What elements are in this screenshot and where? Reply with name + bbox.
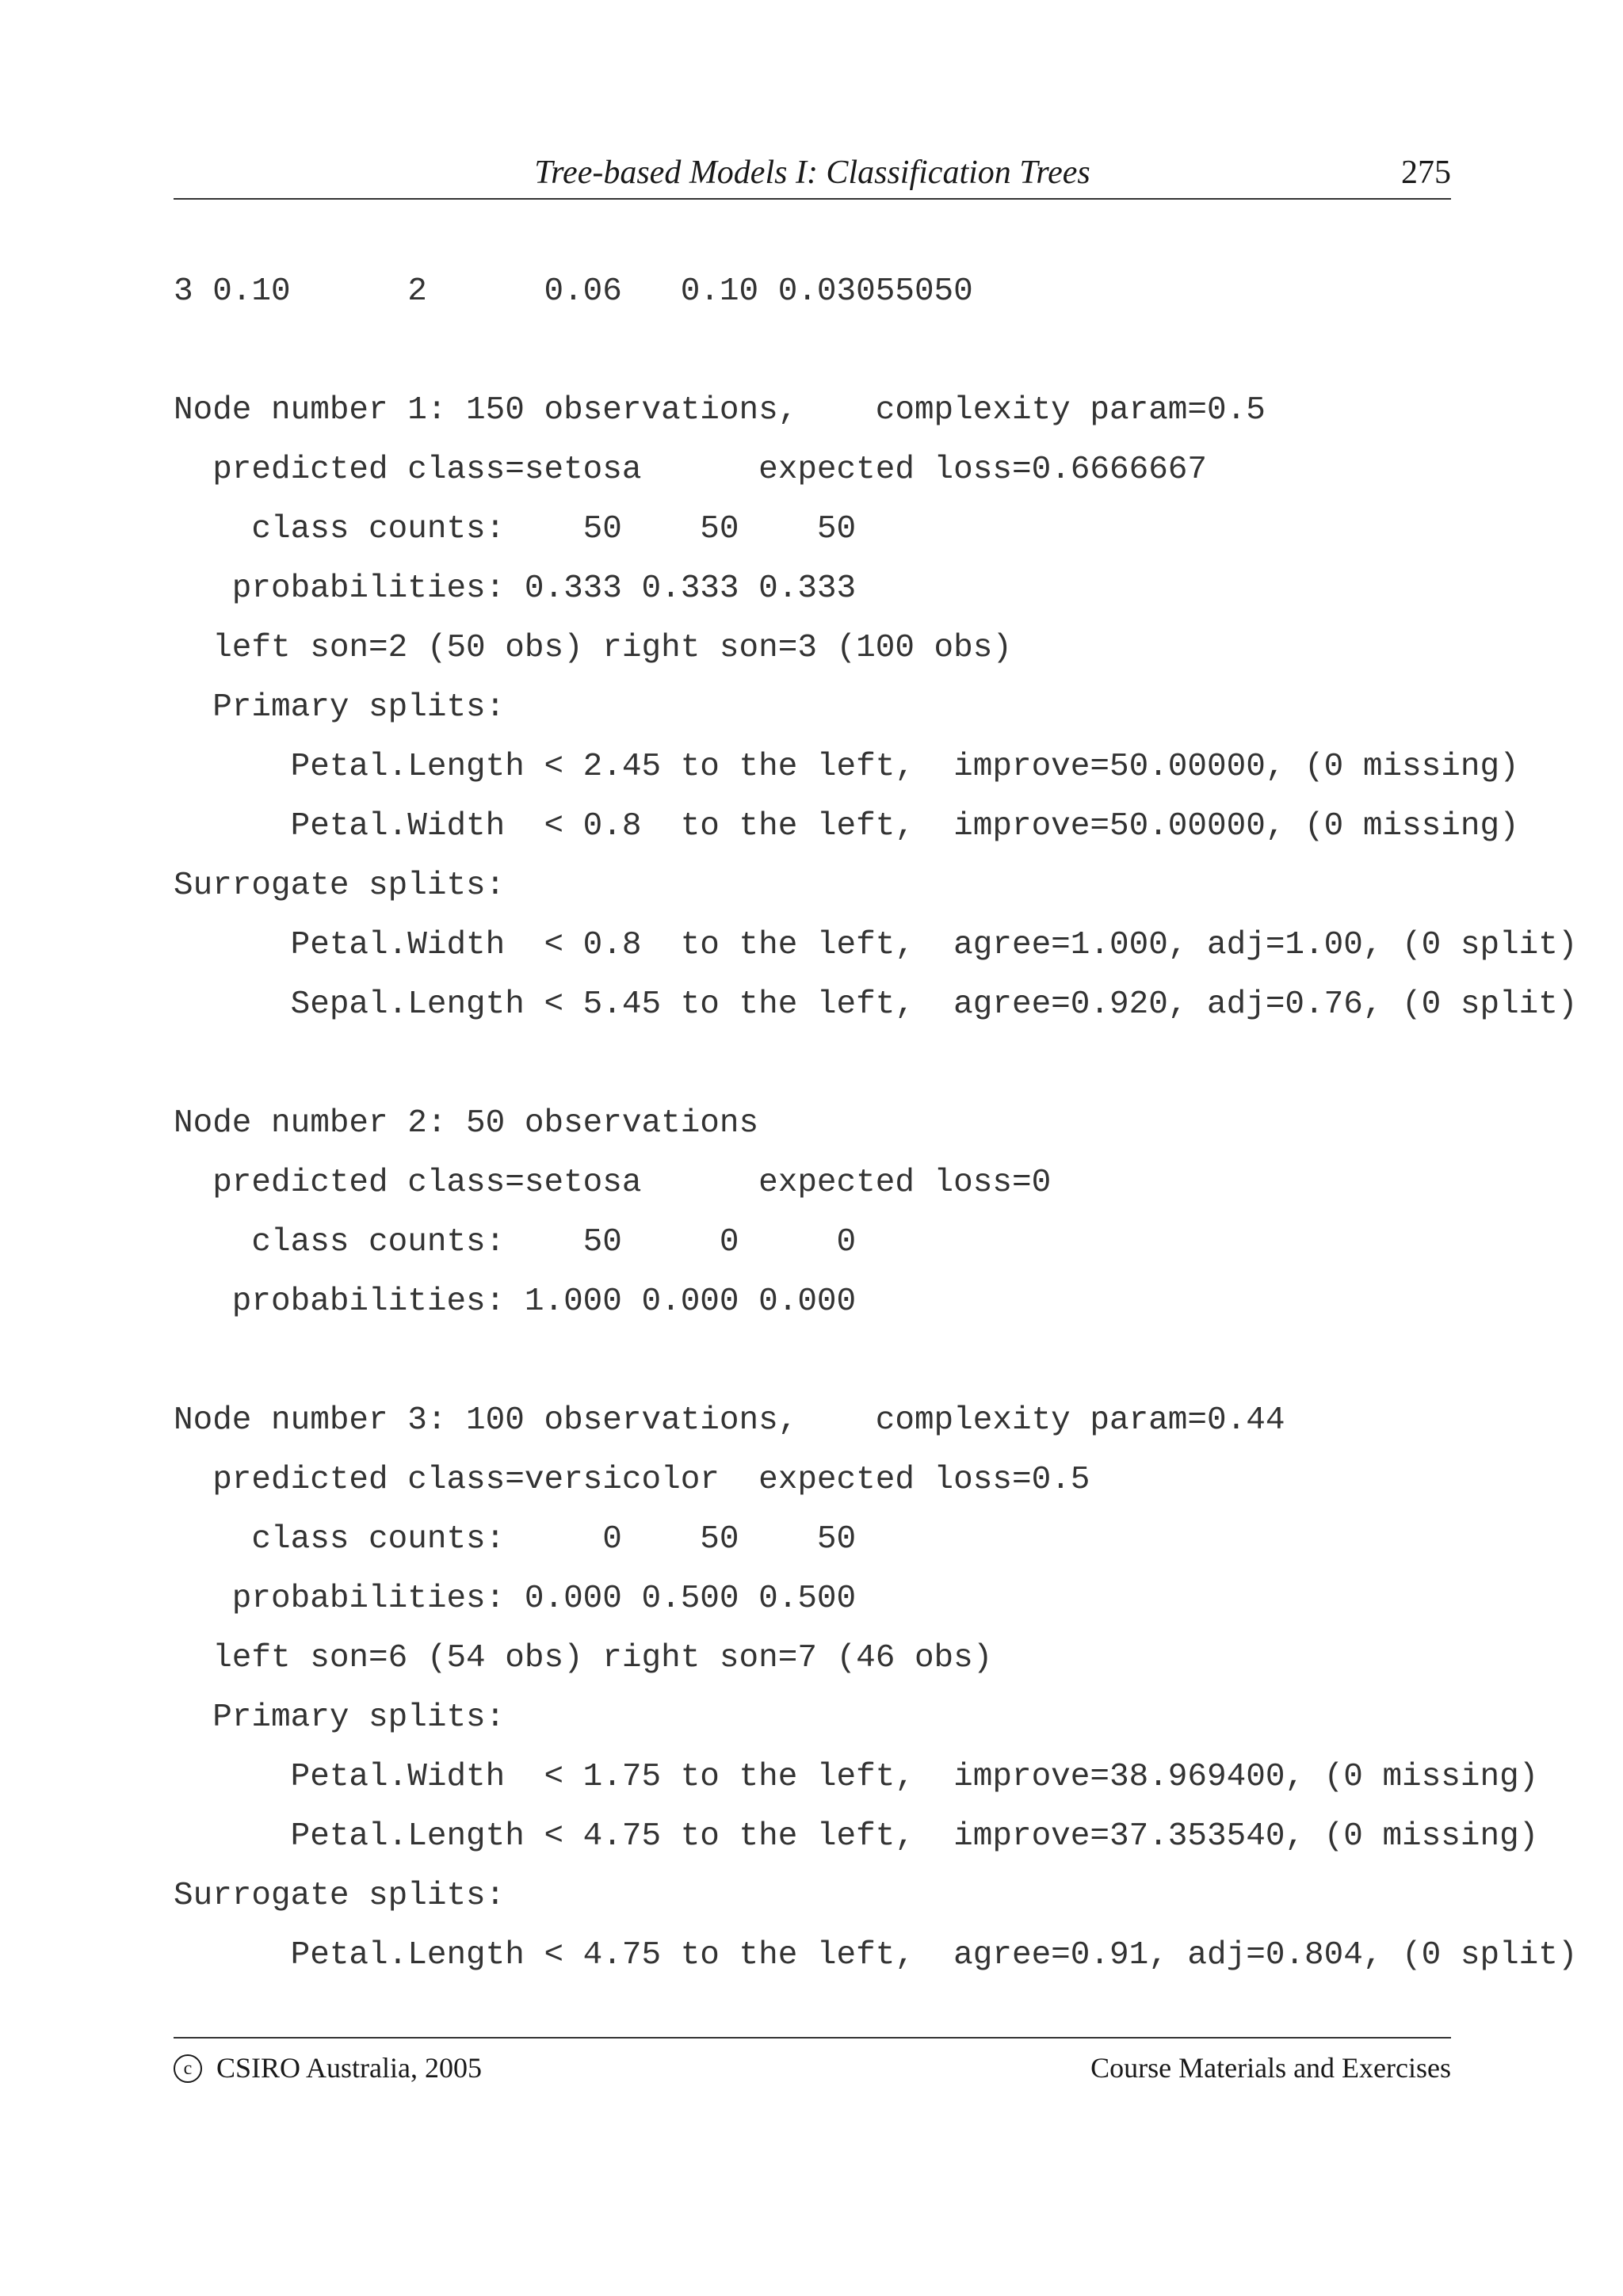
footer-copyright-text: CSIRO Australia, 2005 [216,2052,483,2084]
code-line: Primary splits: [174,689,506,726]
code-line: class counts: 0 50 50 [174,1521,857,1558]
code-line: probabilities: 0.333 0.333 0.333 [174,570,857,607]
code-line: 3 0.10 2 0.06 0.10 0.03055050 [174,273,973,310]
code-line: Petal.Width < 0.8 to the left, agree=1.000, adj=1.00, (0 split) [174,927,1578,963]
code-line: predicted class=setosa expected loss=0 [174,1165,1052,1201]
code-line: Sepal.Length < 5.45 to the left, agree=0.920, adj=0.76, (0 split) [174,986,1578,1023]
code-line: Node number 2: 50 observations [174,1105,759,1142]
code-line: probabilities: 0.000 0.500 0.500 [174,1581,857,1617]
code-line: Petal.Width < 0.8 to the left, improve=50.00000, (0 missing) [174,808,1519,845]
page-number: 275 [1401,154,1451,191]
footer-copyright [174,2051,482,2085]
code-line: class counts: 50 0 0 [174,1224,857,1261]
code-line: left son=2 (50 obs) right son=3 (100 obs) [174,630,1012,666]
running-title: Tree-based Models I: Classification Trees [534,154,1090,191]
code-line: Petal.Length < 4.75 to the left, improve=37.353540, (0 missing) [174,1818,1539,1855]
page-footer [174,2037,1451,2094]
code-line [174,1332,1578,1391]
code-line: Petal.Length < 2.45 to the left, improve=50.00000, (0 missing) [174,749,1519,785]
code-line [174,1035,1578,1094]
code-line: probabilities: 1.000 0.000 0.000 [174,1283,857,1320]
code-line: left son=6 (54 obs) right son=7 (46 obs) [174,1640,993,1676]
footer-course-title: Course Materials and Exercises [1090,2052,1451,2084]
code-line: Surrogate splits: [174,1878,506,1914]
copyright-icon: c [174,2054,202,2083]
page-header [174,151,1451,200]
code-line: class counts: 50 50 50 [174,511,857,547]
code-output-block [174,262,1578,1985]
code-line: Surrogate splits: [174,868,506,904]
code-line: predicted class=setosa expected loss=0.6666667 [174,452,1208,488]
code-line: Petal.Width < 1.75 to the left, improve=38.969400, (0 missing) [174,1759,1539,1795]
code-line: Node number 1: 150 observations, complexity param=0.5 [174,392,1266,429]
code-line: Petal.Length < 4.75 to the left, agree=0.91, adj=0.804, (0 split) [174,1937,1578,1974]
code-line: predicted class=versicolor expected loss=0.5 [174,1462,1090,1498]
code-line [174,322,1578,381]
code-line: Node number 3: 100 observations, complexity param=0.44 [174,1402,1285,1439]
code-line: Primary splits: [174,1699,506,1736]
